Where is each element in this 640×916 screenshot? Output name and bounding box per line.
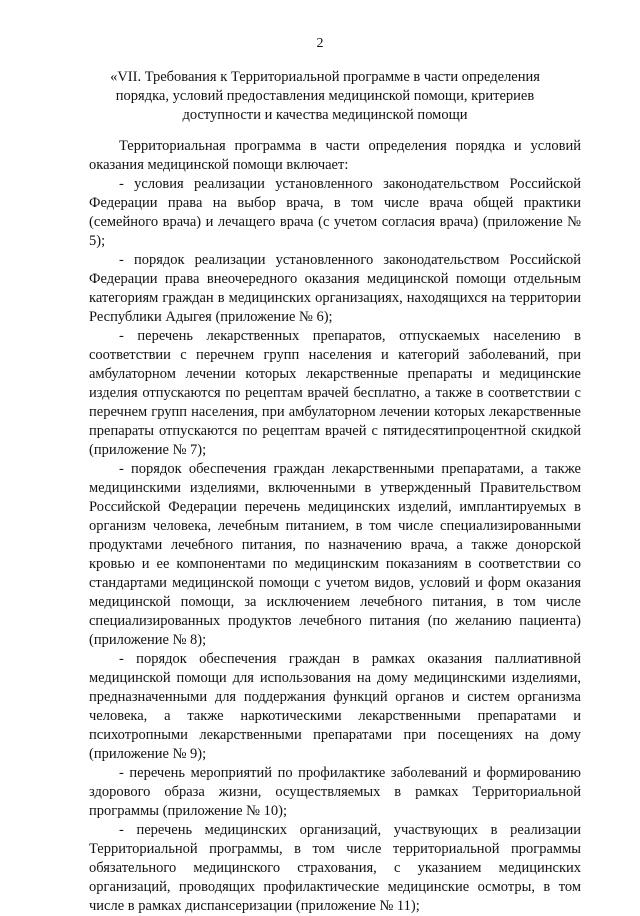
- document-body: [89, 137, 581, 916]
- paragraph-intro: Территориальная программа в части определения порядка и условий оказания медицинской помощи включает:: [89, 138, 581, 173]
- paragraph-item-medical-organizations: - перечень медицинских организаций, участвующих в реализации Территориальной программы, в том числе территориальной программы обязательного медицинского страхования, с указанием медицинских организаций, проводящих профилактические медицинские осмотры, в том числе в рамках диспансеризации (приложение № 11);: [89, 822, 581, 914]
- paragraph-item-choice-of-doctor: - условия реализации установленного законодательством Российской Федерации права на выбор врача, в том числе врача общей практики (семейного врача) и лечащего врача (с учетом согласия врача) (приложение № 5);: [89, 176, 581, 249]
- page-number: 2: [316, 36, 324, 51]
- section-title: «VII. Требования к Территориальной программе в части определения порядка, условий предоставления медицинской помощи, критериев доступности и качества медицинской помощи: [110, 69, 540, 123]
- paragraph-item-prevention: - перечень мероприятий по профилактике заболеваний и формированию здорового образа жизни, осуществляемых в рамках Территориальной программы (приложение № 10);: [89, 765, 581, 819]
- paragraph-item-priority-care: - порядок реализации установленного законодательством Российской Федерации права внеочередного оказания медицинской помощи отдельным категориям граждан в медицинских организациях, находящихся на территории Республики Адыгея (приложение № 6);: [89, 252, 581, 325]
- paragraph-item-drug-provision: - порядок обеспечения граждан лекарственными препаратами, а также медицинскими изделиями, включенными в утвержденный Правительством Российской Федерации перечень медицинских изделий, имплантируемых в организм человека, лечебным питанием, в том числе специализированными продуктами лечебного питания, по назначению врача, а также донорской кровью и ее компонентами по медицинским показаниям в соответствии со стандартами медицинской помощи с учетом видов, условий и форм оказания медицинской помощи, за исключением лечебного питания, в том числе специализированных продуктов лечебного питания (по желанию пациента) (приложение № 8);: [89, 461, 581, 648]
- paragraph-item-drug-list: - перечень лекарственных препаратов, отпускаемых населению в соответствии с перечнем групп населения и категорий заболеваний, при амбулаторном лечении которых лекарственные препараты и медицинские изделия отпускаются по рецептам врачей бесплатно, а также в соответствии с перечнем групп населения, при амбулаторном лечении которых лекарственные препараты отпускаются по рецептам врачей с пятидесятипроцентной скидкой (приложение № 7);: [89, 328, 581, 458]
- paragraph-item-palliative-care: - порядок обеспечения граждан в рамках оказания паллиативной медицинской помощи для использования на дому медицинскими изделиями, предназначенными для поддержания функций органов и систем организма человека, а также наркотическими лекарственными препаратами и психотропными лекарственными препаратами при посещениях на дому (приложение № 9);: [89, 651, 581, 762]
